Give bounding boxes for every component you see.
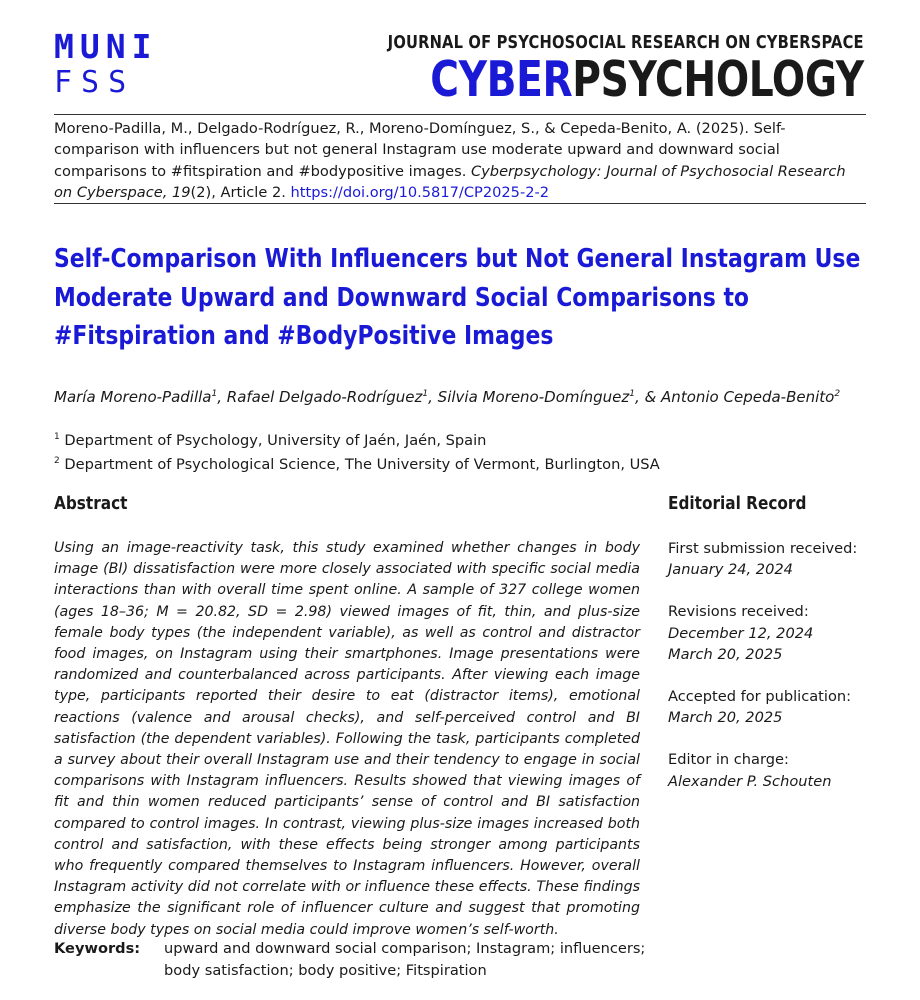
affiliation-number: 2	[54, 456, 60, 467]
editorial-record-heading: Editorial Record	[668, 493, 807, 514]
affiliation-text: Department of Psychology, University of Jaén, Jaén, Spain	[59, 431, 487, 449]
affiliation-list	[54, 427, 660, 476]
citation-issue: (2), Article 2.	[190, 183, 291, 201]
editorial-entry	[668, 601, 888, 665]
citation-text: Moreno-Padilla, M., Delgado-Rodríguez, R., Moreno-Domínguez, S., & Cepeda-Benito, A. (2025). Self-comparison with influencers but not general Instagram use moderate upward and downward social comparisons to #fitspiration and #bodypositive images.	[54, 120, 786, 180]
citation-journal: Cyberpsychology: Journal of Psychosocial Research on Cyberspace, 19	[54, 162, 846, 201]
author-affiliation-marker: 2	[834, 389, 841, 399]
author-list	[54, 383, 840, 408]
article-title: Self-Comparison With Influencers but Not General Instagram Use Moderate Upward and Downward Social Comparisons to #Fitspiration and #BodyPositive Images	[54, 244, 861, 351]
editorial-label: Revisions received:	[668, 603, 809, 621]
editorial-label: First submission received:	[668, 540, 858, 557]
citation-rule	[54, 203, 866, 204]
journal-subtitle: JOURNAL OF PSYCHOSOCIAL RESEARCH ON CYBERSPACE	[387, 33, 864, 53]
editorial-label: Editor in charge:	[668, 751, 789, 769]
editorial-record	[668, 538, 888, 813]
author-separator: , &	[635, 388, 662, 406]
affiliation-item	[54, 451, 660, 475]
journal-name-cyber: CYBER	[430, 51, 573, 108]
publisher-logo	[54, 27, 158, 100]
author-name: María Moreno-Padilla	[54, 388, 212, 406]
author-affiliation-marker: 1	[629, 389, 636, 399]
editorial-value: December 12, 2024	[668, 624, 814, 642]
author-name: Rafael Delgado-Rodríguez	[226, 388, 423, 406]
affiliation-item	[54, 427, 660, 451]
affiliation-text: Department of Psychological Science, The University of Vermont, Burlington, USA	[59, 456, 660, 474]
logo-fss-text: FSS	[54, 65, 136, 100]
author-affiliation-marker: 1	[422, 389, 429, 399]
affiliation-number: 1	[54, 432, 60, 442]
editorial-value: Alexander P. Schouten	[668, 772, 832, 790]
editorial-label: Accepted for publication:	[668, 688, 852, 706]
author-separator: ,	[217, 388, 227, 406]
journal-name-psychology: PSYCHOLOGY	[572, 51, 864, 108]
editorial-value: January 24, 2024	[668, 561, 793, 579]
keywords-label: Keywords:	[54, 940, 141, 957]
doi-link[interactable]: https://doi.org/10.5817/CP2025-2-2	[290, 183, 550, 201]
journal-name	[411, 51, 864, 108]
logo-muni-text: MUNI	[54, 27, 158, 66]
editorial-value: March 20, 2025	[668, 709, 783, 727]
editorial-entry	[668, 749, 888, 791]
editorial-entry	[668, 538, 888, 580]
editorial-value: March 20, 2025	[668, 645, 783, 663]
header-rule	[54, 114, 866, 115]
journal-masthead	[297, 33, 864, 108]
abstract-heading: Abstract	[54, 493, 128, 514]
editorial-entry	[668, 686, 888, 728]
author-affiliation-marker: 1	[211, 389, 218, 399]
keywords-text: upward and downward social comparison; Instagram; influencers; body satisfaction; body positive; Fitspiration	[164, 940, 646, 979]
author-name: Silvia Moreno-Domínguez	[437, 388, 630, 406]
citation-block	[54, 118, 868, 203]
author-separator: ,	[428, 388, 438, 406]
abstract-text: Using an image-reactivity task, this study examined whether changes in body image (BI) dissatisfaction were more closely associated with specific social media interactions than with overall time spent online. A sample of 327 college women (ages 18–36; M = 20.82, SD = 2.98) viewed images of fit, thin, and plus-size female body types (the independent variable), as well as control and distractor food images, on Instagram using their smartphones. Image presentations were randomized and counterbalanced across participants. After viewing each image type, participants reported their desire to eat (distractor items), emotional reactions (valence and arousal checks), and self-perceived control and BI satisfaction (the dependent variables). Following the task, participants completed a survey about their overall Instagram use and their tendency to engage in social comparisons with Instagram influencers. Results showed that viewing images of fit and thin women reduced participants’ sense of control and BI satisfaction compared to control images. In contrast, viewing plus-size images increased both control and satisfaction, with these effects being stronger among participants who frequently compared themselves to Instagram influencers. However, overall Instagram activity did not correlate with or influence these effects. These findings emphasize the significant role of influencer culture and suggest that promoting diverse body types on social media could improve women’s self-worth.	[54, 540, 640, 938]
author-name: Antonio Cepeda-Benito	[661, 388, 835, 406]
